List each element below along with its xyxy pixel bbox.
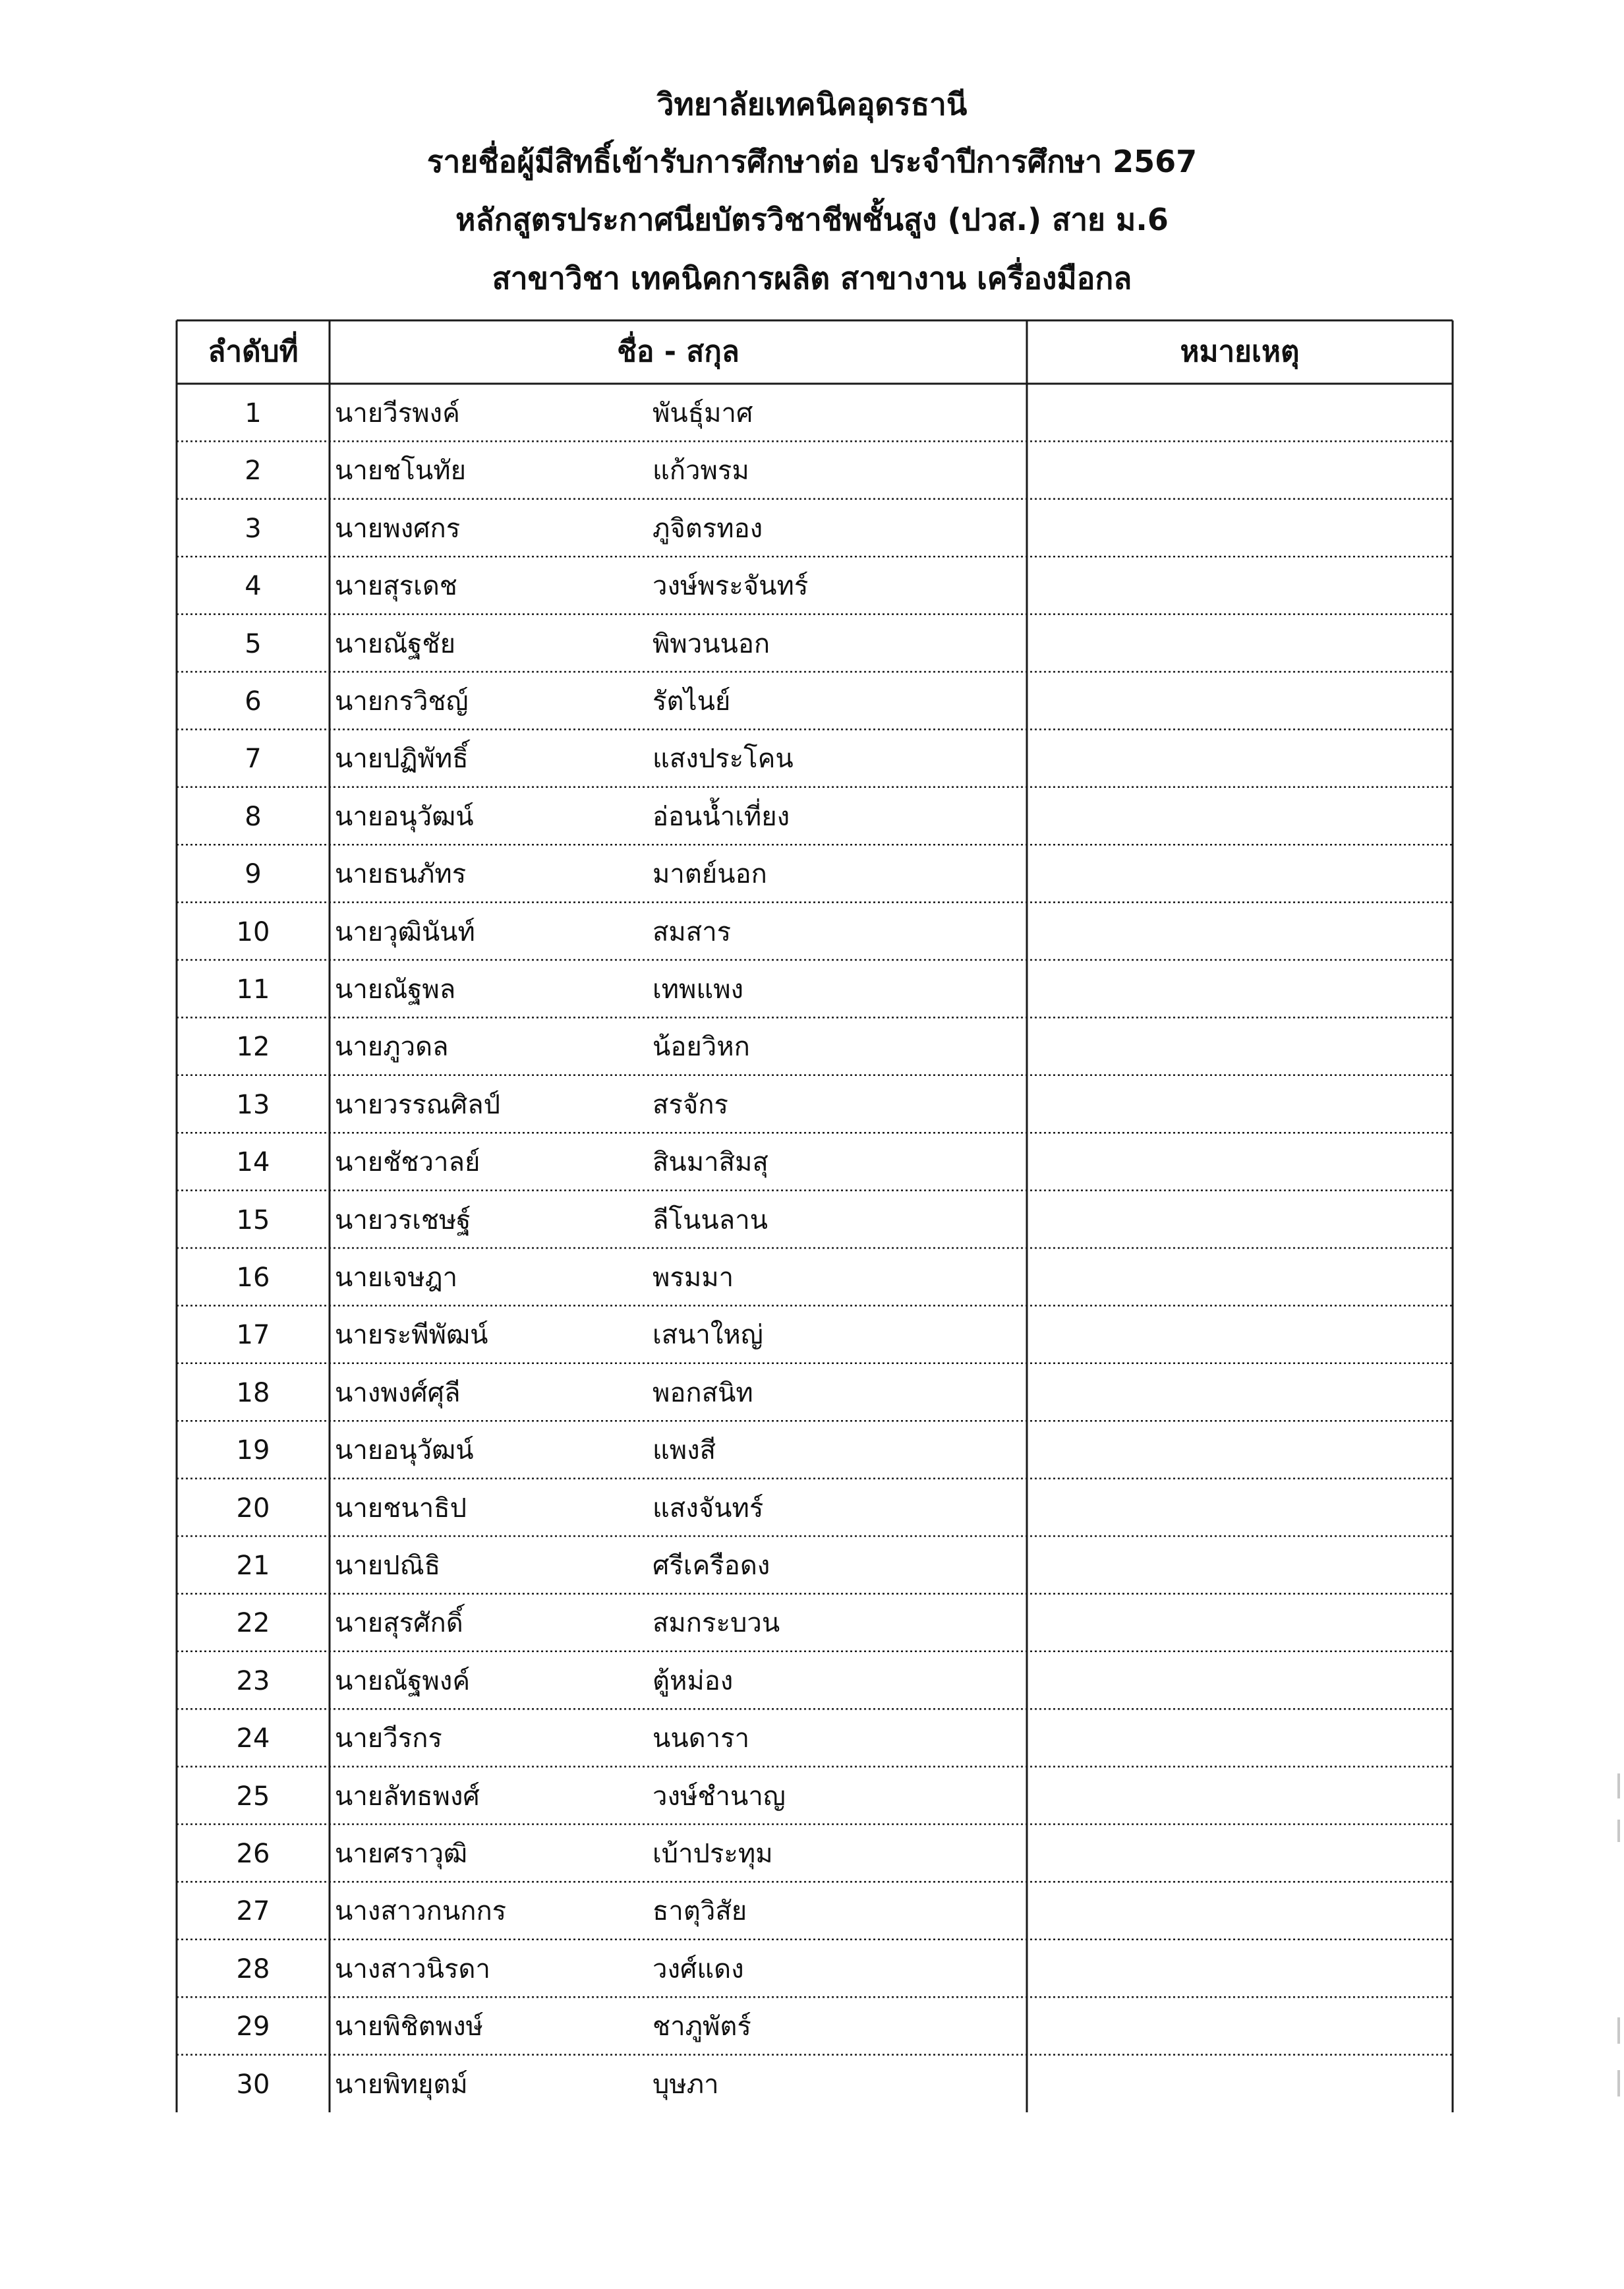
row-first-name: นายระพีพัฒน์ xyxy=(335,1320,488,1351)
row-first-name: นายลัทธพงศ์ xyxy=(335,1781,480,1812)
row-first-name: นายกรวิชญ์ xyxy=(335,686,469,717)
row-number: 24 xyxy=(236,1723,270,1754)
row-note xyxy=(1027,903,1453,960)
table-row xyxy=(0,1651,1624,1709)
row-note xyxy=(1027,1133,1453,1190)
row-last-name: สมกระบวน xyxy=(652,1608,780,1639)
row-first-name: นายชัชวาลย์ xyxy=(335,1147,480,1178)
row-number: 5 xyxy=(245,628,262,659)
row-note xyxy=(1027,1593,1453,1651)
row-number: 19 xyxy=(236,1435,270,1466)
column-header-name: ชื่อ - สกุล xyxy=(617,335,740,369)
row-number: 6 xyxy=(245,686,262,717)
table-row xyxy=(0,1191,1624,1248)
table-row xyxy=(0,1017,1624,1075)
table-row xyxy=(0,672,1624,729)
row-first-name: นางสาวนิรดา xyxy=(335,1953,490,1984)
row-first-name: นายเจษฎา xyxy=(335,1263,458,1293)
row-note xyxy=(1027,2055,1453,2112)
row-last-name: อ่อนน้ำเที่ยง xyxy=(652,801,790,832)
row-number: 11 xyxy=(236,974,270,1005)
row-note xyxy=(1027,384,1453,441)
row-note xyxy=(1027,1651,1453,1709)
table-row xyxy=(0,1767,1624,1824)
table-row xyxy=(0,1421,1624,1478)
scan-edge-mark xyxy=(1617,2070,1620,2096)
row-last-name: ชาภูพัตร์ xyxy=(652,2011,751,2042)
row-note xyxy=(1027,1940,1453,1997)
row-note xyxy=(1027,1997,1453,2054)
row-note xyxy=(1027,1363,1453,1421)
row-first-name: นายปฏิพัทธิ์ xyxy=(335,744,469,775)
row-last-name: แสงจันทร์ xyxy=(652,1493,764,1524)
row-number: 3 xyxy=(245,513,262,544)
row-last-name: เทพแพง xyxy=(652,974,744,1005)
row-last-name: วงษ์พระจันทร์ xyxy=(652,571,809,602)
table-row xyxy=(0,729,1624,787)
row-note xyxy=(1027,960,1453,1017)
row-number: 1 xyxy=(245,398,262,429)
scan-edge-mark xyxy=(1617,2017,1620,2044)
table-row xyxy=(0,1824,1624,1882)
row-last-name: ลีโนนลาน xyxy=(652,1204,768,1235)
row-number: 17 xyxy=(236,1320,270,1351)
row-number: 20 xyxy=(236,1493,270,1524)
row-number: 18 xyxy=(236,1377,270,1408)
row-number: 10 xyxy=(236,916,270,947)
row-last-name: เบ้าประทุม xyxy=(652,1839,773,1869)
row-number: 22 xyxy=(236,1608,270,1639)
table-row xyxy=(0,441,1624,498)
row-number: 30 xyxy=(236,2069,270,2100)
row-number: 27 xyxy=(236,1896,270,1927)
row-first-name: นายศราวุฒิ xyxy=(335,1839,468,1869)
row-note xyxy=(1027,787,1453,845)
row-note xyxy=(1027,729,1453,787)
row-last-name: น้อยวิหก xyxy=(652,1032,750,1063)
table-row xyxy=(0,1133,1624,1190)
row-note xyxy=(1027,1709,1453,1766)
row-last-name: เสนาใหญ่ xyxy=(652,1320,763,1351)
table-row xyxy=(0,1536,1624,1593)
row-last-name: ศรีเครือดง xyxy=(652,1551,770,1581)
table-row xyxy=(0,845,1624,902)
row-last-name: พอกสนิท xyxy=(652,1377,753,1408)
row-last-name: สินมาสิมสุ xyxy=(652,1147,768,1178)
row-last-name: รัตไนย์ xyxy=(652,686,731,717)
row-number: 29 xyxy=(236,2011,270,2042)
row-last-name: แสงประโคน xyxy=(652,744,794,775)
row-last-name: แพงสี xyxy=(652,1435,716,1466)
table-row xyxy=(0,960,1624,1017)
row-first-name: นายภูวดล xyxy=(335,1032,449,1063)
program-name: หลักสูตรประกาศนียบัตรวิชาชีพชั้นสูง (ปวส.) สาย ม.6 xyxy=(455,202,1169,237)
row-number: 26 xyxy=(236,1839,270,1869)
row-last-name: พิพวนนอก xyxy=(652,628,770,659)
table-row xyxy=(0,2055,1624,2112)
row-note xyxy=(1027,1767,1453,1824)
table-row xyxy=(0,1882,1624,1939)
row-last-name: ภูจิตรทอง xyxy=(652,513,763,544)
table-row xyxy=(0,787,1624,845)
row-note xyxy=(1027,1479,1453,1536)
table-row xyxy=(0,556,1624,614)
row-last-name: วงษ์ชำนาญ xyxy=(652,1781,786,1812)
row-last-name: แก้วพรม xyxy=(652,456,749,487)
row-last-name: สรจักร xyxy=(652,1089,729,1120)
table-row xyxy=(0,614,1624,672)
row-note xyxy=(1027,1248,1453,1305)
row-note xyxy=(1027,1075,1453,1133)
row-note xyxy=(1027,1305,1453,1363)
table-row xyxy=(0,1709,1624,1766)
row-note xyxy=(1027,1017,1453,1075)
row-first-name: นายพงศกร xyxy=(335,513,461,544)
row-last-name: สมสาร xyxy=(652,916,732,947)
row-note xyxy=(1027,1421,1453,1478)
row-number: 8 xyxy=(245,801,262,832)
row-last-name: พรมมา xyxy=(652,1263,734,1293)
row-first-name: นายชนาธิป xyxy=(335,1493,467,1524)
row-first-name: นายวีรกร xyxy=(335,1723,442,1754)
table-row xyxy=(0,384,1624,441)
row-first-name: นางพงศ์ศุลี xyxy=(335,1377,461,1408)
row-note xyxy=(1027,1191,1453,1248)
table-row xyxy=(0,1997,1624,2054)
table-row xyxy=(0,1479,1624,1536)
table-row xyxy=(0,1075,1624,1133)
row-first-name: นายอนุวัฒน์ xyxy=(335,801,474,832)
row-first-name: นายสุรเดช xyxy=(335,571,457,602)
row-number: 15 xyxy=(236,1204,270,1235)
row-last-name: วงศ์แดง xyxy=(652,1953,744,1984)
row-last-name: ตู้หม่อง xyxy=(652,1665,734,1696)
row-number: 4 xyxy=(245,571,262,602)
row-number: 13 xyxy=(236,1089,270,1120)
row-number: 12 xyxy=(236,1032,270,1063)
row-first-name: นายพิชิตพงษ์ xyxy=(335,2011,483,2042)
table-row xyxy=(0,1305,1624,1363)
college-name: วิทยาลัยเทคนิคอุดรธานี xyxy=(656,86,968,122)
row-first-name: นายวรรณศิลป์ xyxy=(335,1089,501,1120)
row-first-name: นายณัฐชัย xyxy=(335,628,456,659)
major-name: สาขาวิชา เทคนิคการผลิต สาขางาน เครื่องมือกล xyxy=(492,260,1132,296)
row-last-name: ธาตุวิสัย xyxy=(652,1896,747,1927)
row-first-name: นายวรเชษฐ์ xyxy=(335,1204,471,1235)
row-first-name: นายปณิธิ xyxy=(335,1551,441,1581)
scan-edge-mark xyxy=(1617,1773,1620,1798)
row-number: 2 xyxy=(245,456,262,487)
row-first-name: นายธนภัทร xyxy=(335,859,467,890)
row-first-name: นายอนุวัฒน์ xyxy=(335,1435,474,1466)
row-note xyxy=(1027,1824,1453,1882)
scan-edge-mark xyxy=(1617,1820,1620,1842)
row-number: 23 xyxy=(236,1665,270,1696)
row-last-name: บุษภา xyxy=(652,2069,719,2100)
row-first-name: นายวีรพงค์ xyxy=(335,398,460,429)
row-note xyxy=(1027,556,1453,614)
row-note xyxy=(1027,1882,1453,1939)
table-row xyxy=(0,903,1624,960)
row-number: 9 xyxy=(245,859,262,890)
table-row xyxy=(0,1248,1624,1305)
row-note xyxy=(1027,441,1453,498)
row-number: 16 xyxy=(236,1263,270,1293)
row-first-name: นายสุรศักดิ์ xyxy=(335,1608,463,1639)
row-note xyxy=(1027,845,1453,902)
row-number: 28 xyxy=(236,1953,270,1984)
column-header-no: ลำดับที่ xyxy=(208,335,299,369)
document-title: รายชื่อผู้มีสิทธิ์เข้ารับการศึกษาต่อ ประจำปีการศึกษา 2567 xyxy=(426,144,1198,179)
row-last-name: นนดารา xyxy=(652,1723,750,1754)
row-number: 21 xyxy=(236,1551,270,1581)
table-row xyxy=(0,1940,1624,1997)
row-first-name: นายวุฒินันท์ xyxy=(335,916,475,947)
row-note xyxy=(1027,672,1453,729)
row-first-name: นายณัฐพล xyxy=(335,974,456,1005)
row-last-name: มาตย์นอก xyxy=(652,859,767,890)
row-first-name: นางสาวกนกกร xyxy=(335,1896,507,1927)
row-note xyxy=(1027,614,1453,672)
row-first-name: นายพิทยุตม์ xyxy=(335,2069,468,2100)
row-note xyxy=(1027,499,1453,556)
table-row xyxy=(0,1593,1624,1651)
row-number: 14 xyxy=(236,1147,270,1178)
row-note xyxy=(1027,1536,1453,1593)
table-row xyxy=(0,1363,1624,1421)
row-number: 7 xyxy=(245,744,262,775)
column-header-note: หมายเหตุ xyxy=(1180,335,1300,369)
row-number: 25 xyxy=(236,1781,270,1812)
row-first-name: นายณัฐพงค์ xyxy=(335,1665,471,1696)
table-row xyxy=(0,499,1624,556)
row-last-name: พันธุ์มาศ xyxy=(652,398,753,429)
row-first-name: นายชโนทัย xyxy=(335,456,467,487)
